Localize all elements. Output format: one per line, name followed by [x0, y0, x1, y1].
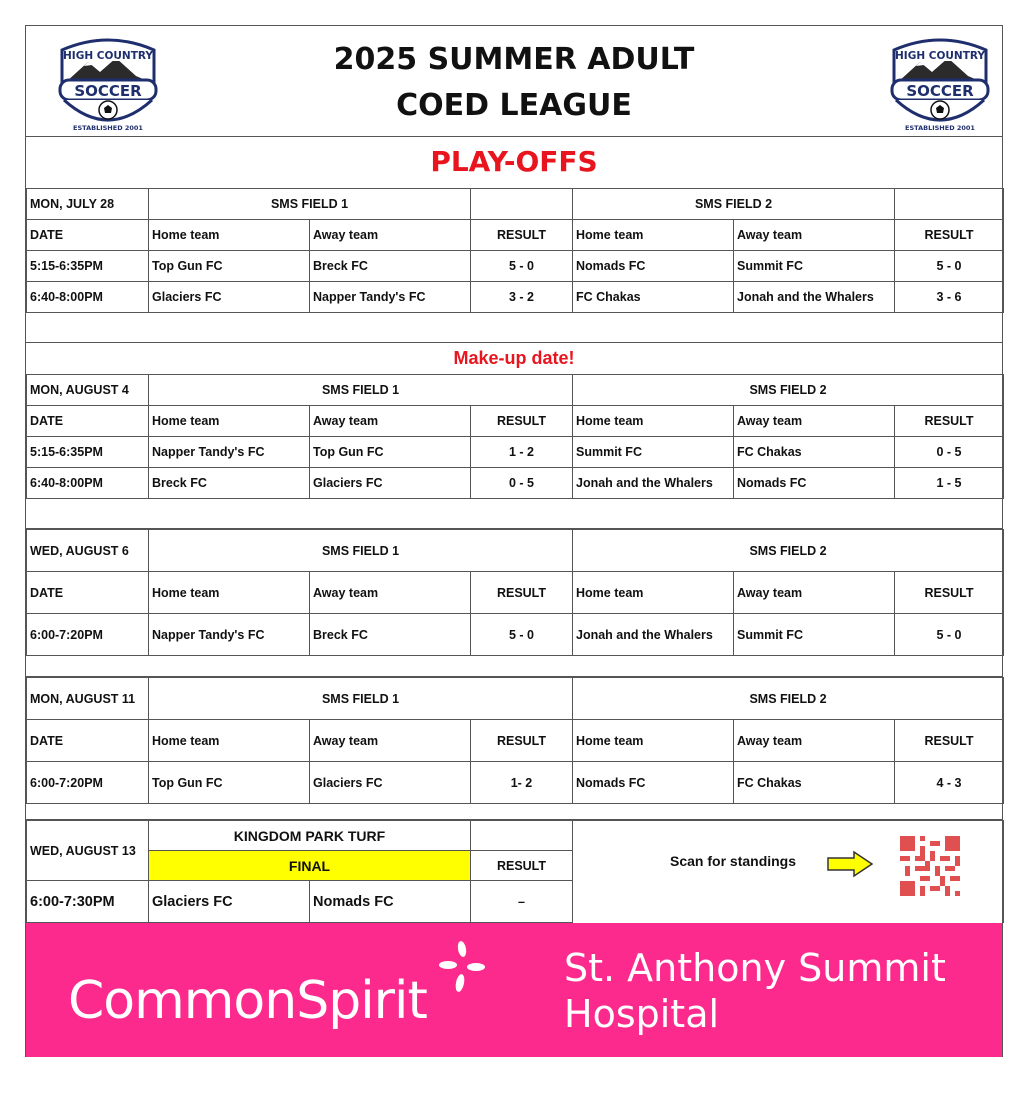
field-1-label: SMS FIELD 1 — [149, 375, 573, 406]
round-day: MON, AUGUST 4 — [27, 375, 149, 406]
home-team-header: Home team — [149, 720, 310, 762]
game-result: 4 - 3 — [895, 762, 1004, 804]
field-1-label: SMS FIELD 1 — [149, 530, 573, 572]
table-row — [27, 437, 1004, 468]
qr-code-icon[interactable] — [900, 836, 960, 896]
away-team: Jonah and the Whalers — [734, 282, 895, 313]
home-team: Napper Tandy's FC — [149, 614, 310, 656]
table-row — [27, 282, 1004, 313]
date-header: DATE — [27, 220, 149, 251]
spacer-row — [26, 655, 1002, 677]
game-result: – — [471, 881, 573, 923]
away-team: Breck FC — [310, 614, 471, 656]
game-result: 5 - 0 — [471, 251, 573, 282]
home-team-header: Home team — [149, 406, 310, 437]
field-2-label: SMS FIELD 2 — [573, 530, 1004, 572]
game-result: 0 - 5 — [895, 437, 1004, 468]
table-row — [27, 614, 1004, 656]
field-1-label: SMS FIELD 1 — [149, 189, 471, 220]
away-team-header: Away team — [310, 406, 471, 437]
away-team-header: Away team — [734, 220, 895, 251]
standings-panel — [574, 820, 1002, 923]
hospital-name — [564, 945, 946, 1037]
date-header: DATE — [27, 572, 149, 614]
round-day: MON, JULY 28 — [27, 189, 149, 220]
away-team: Nomads FC — [310, 881, 471, 923]
schedule-sheet — [25, 25, 1003, 1057]
game-result: 1- 2 — [471, 762, 573, 804]
table-row — [27, 762, 1004, 804]
title-line-2: COED LEAGUE — [396, 88, 632, 123]
date-header: DATE — [27, 406, 149, 437]
final-label: FINAL — [149, 851, 471, 881]
makeup-note: Make-up date! — [453, 348, 575, 368]
away-team: Napper Tandy's FC — [310, 282, 471, 313]
date-header: DATE — [27, 720, 149, 762]
home-team: FC Chakas — [573, 282, 734, 313]
spacer-row — [26, 498, 1002, 529]
home-team: Jonah and the Whalers — [573, 468, 734, 499]
home-team: Glaciers FC — [149, 881, 310, 923]
away-team: FC Chakas — [734, 762, 895, 804]
game-result: 5 - 0 — [895, 614, 1004, 656]
result-header: RESULT — [895, 406, 1004, 437]
game-time: 6:40-8:00PM — [27, 282, 149, 313]
home-team: Nomads FC — [573, 762, 734, 804]
page-title — [226, 38, 802, 130]
round-header-row — [27, 189, 1004, 220]
hospital-line-2: Hospital — [564, 992, 720, 1036]
home-team: Top Gun FC — [149, 251, 310, 282]
field-2-label: SMS FIELD 2 — [573, 189, 895, 220]
home-team: Jonah and the Whalers — [573, 614, 734, 656]
round-day: WED, AUGUST 6 — [27, 530, 149, 572]
away-team: Breck FC — [310, 251, 471, 282]
field-2-label: SMS FIELD 2 — [573, 678, 1004, 720]
result-header: RESULT — [471, 220, 573, 251]
away-team: FC Chakas — [734, 437, 895, 468]
result-header: RESULT — [471, 720, 573, 762]
logo-text-bottom: ESTABLISHED 2001 — [905, 124, 975, 132]
away-team-header: Away team — [734, 572, 895, 614]
home-team-header: Home team — [573, 720, 734, 762]
game-result: 3 - 6 — [895, 282, 1004, 313]
game-time: 6:00-7:20PM — [27, 614, 149, 656]
away-team-header: Away team — [310, 720, 471, 762]
game-time: 6:00-7:20PM — [27, 762, 149, 804]
logo-text-top: HIGH COUNTRY — [63, 50, 153, 62]
away-team: Glaciers FC — [310, 762, 471, 804]
game-result: 5 - 0 — [471, 614, 573, 656]
home-team: Breck FC — [149, 468, 310, 499]
final-day: WED, AUGUST 13 — [27, 821, 149, 881]
round-header-row — [27, 375, 1004, 406]
home-team: Nomads FC — [573, 251, 734, 282]
result-header: RESULT — [471, 406, 573, 437]
spacer-row — [26, 313, 1002, 343]
away-team-header: Away team — [734, 720, 895, 762]
game-time: 6:00-7:30PM — [27, 881, 149, 923]
title-line-1: 2025 SUMMER ADULT — [333, 42, 695, 77]
round-header-row — [27, 530, 1004, 572]
home-team: Summit FC — [573, 437, 734, 468]
game-result: 1 - 2 — [471, 437, 573, 468]
round-day: MON, AUGUST 11 — [27, 678, 149, 720]
game-result: 0 - 5 — [471, 468, 573, 499]
away-team: Glaciers FC — [310, 468, 471, 499]
away-team-header: Away team — [310, 220, 471, 251]
logo-text-top: HIGH COUNTRY — [895, 50, 985, 62]
commonspirit-logo-icon — [432, 939, 492, 995]
round-table — [26, 677, 1004, 804]
result-header: RESULT — [895, 720, 1004, 762]
game-result: 1 - 5 — [895, 468, 1004, 499]
away-team: Summit FC — [734, 614, 895, 656]
home-team-header: Home team — [573, 572, 734, 614]
game-result: 3 - 2 — [471, 282, 573, 313]
playoffs-heading: PLAY-OFFS — [26, 136, 1002, 189]
column-header-row — [27, 572, 1004, 614]
column-header-row — [27, 220, 1004, 251]
home-team: Glaciers FC — [149, 282, 310, 313]
high-country-soccer-logo — [886, 36, 994, 136]
result-header: RESULT — [895, 572, 1004, 614]
away-team: Top Gun FC — [310, 437, 471, 468]
sponsor-banner — [26, 923, 1002, 1057]
header — [26, 26, 1002, 137]
round-header-row — [27, 678, 1004, 720]
logo-text-main: SOCCER — [74, 82, 142, 100]
home-team-header: Home team — [149, 572, 310, 614]
home-team: Top Gun FC — [149, 762, 310, 804]
arrow-right-icon — [826, 850, 874, 878]
field-1-label: SMS FIELD 1 — [149, 678, 573, 720]
game-time: 5:15-6:35PM — [27, 251, 149, 282]
round-table — [26, 188, 1004, 313]
home-team-header: Home team — [573, 406, 734, 437]
away-team: Nomads FC — [734, 468, 895, 499]
result-header: RESULT — [471, 572, 573, 614]
home-team-header: Home team — [149, 220, 310, 251]
result-header: RESULT — [895, 220, 1004, 251]
sponsor-brand: CommonSpirit — [68, 971, 427, 1031]
away-team: Summit FC — [734, 251, 895, 282]
result-header: RESULT — [471, 851, 573, 881]
game-time: 5:15-6:35PM — [27, 437, 149, 468]
game-result: 5 - 0 — [895, 251, 1004, 282]
final-venue: KINGDOM PARK TURF — [149, 821, 471, 851]
column-header-row — [27, 720, 1004, 762]
round-table — [26, 374, 1004, 499]
home-team: Napper Tandy's FC — [149, 437, 310, 468]
field-2-label: SMS FIELD 2 — [573, 375, 1004, 406]
high-country-soccer-logo — [54, 36, 162, 136]
home-team-header: Home team — [573, 220, 734, 251]
standings-text: Scan for standings — [670, 853, 797, 869]
column-header-row — [27, 406, 1004, 437]
table-row — [27, 251, 1004, 282]
spacer-row — [26, 803, 1002, 820]
logo-text-bottom: ESTABLISHED 2001 — [73, 124, 143, 132]
table-row — [27, 468, 1004, 499]
hospital-line-1: St. Anthony Summit — [564, 946, 946, 990]
game-time: 6:40-8:00PM — [27, 468, 149, 499]
round-table — [26, 529, 1004, 656]
away-team-header: Away team — [734, 406, 895, 437]
away-team-header: Away team — [310, 572, 471, 614]
logo-text-main: SOCCER — [906, 82, 974, 100]
